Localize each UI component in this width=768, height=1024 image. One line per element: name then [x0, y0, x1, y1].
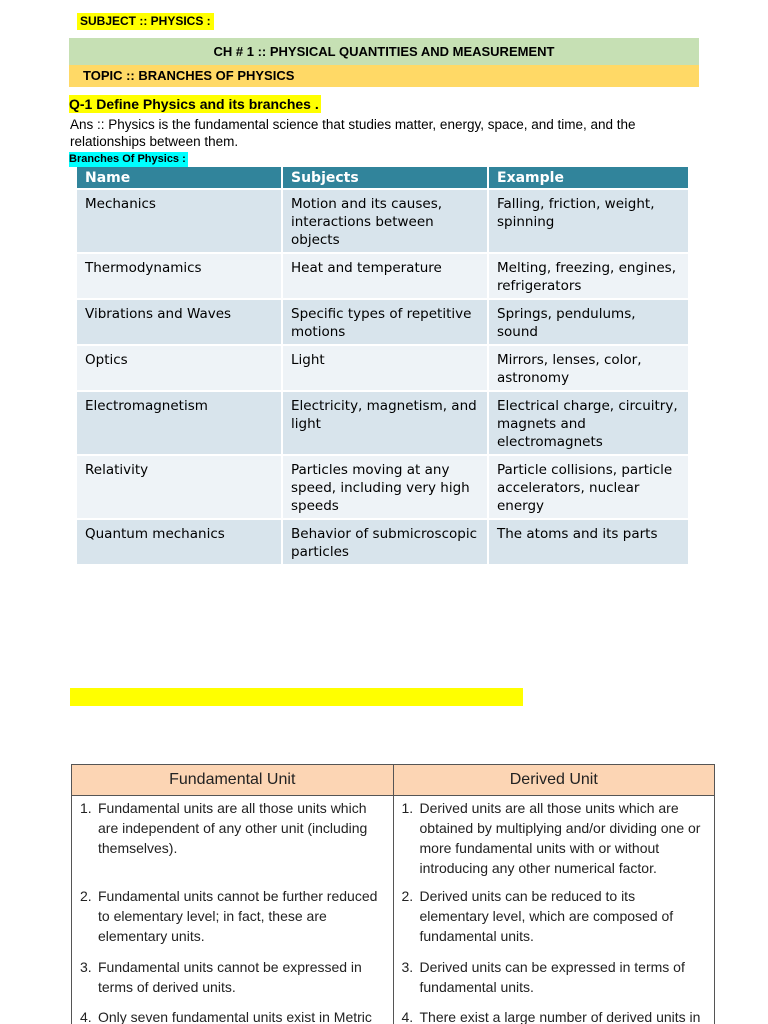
- derived-cell: [393, 1007, 715, 1024]
- table-row: [72, 957, 715, 1007]
- column-header-subjects: Subjects: [282, 167, 488, 189]
- branch-name: Quantum mechanics: [77, 519, 282, 564]
- branch-example: Melting, freezing, engines, refrigerators: [488, 253, 688, 299]
- item-text: Derived units can be expressed in terms of fundamental units.: [419, 958, 685, 995]
- item-number: 2.: [401, 887, 414, 904]
- item-number: 1.: [401, 800, 414, 816]
- item-number: 3.: [80, 958, 92, 975]
- branch-example: Falling, friction, weight, spinning: [488, 189, 688, 253]
- branch-subjects: Particles moving at any speed, including very high speeds: [282, 455, 488, 519]
- table-row: [72, 1007, 715, 1024]
- table-row: [77, 455, 688, 519]
- branch-example: The atoms and its parts: [488, 519, 688, 564]
- item-number: 4.: [80, 1008, 92, 1024]
- item-number: 3.: [401, 958, 414, 975]
- branch-subjects: Light: [282, 345, 488, 391]
- table-row: [72, 796, 715, 886]
- branches-table: [77, 167, 688, 564]
- table-row: [77, 299, 688, 345]
- branch-name: Vibrations and Waves: [77, 299, 282, 345]
- branch-subjects: Motion and its causes, interactions between objects: [282, 189, 488, 253]
- table-row: [77, 391, 688, 455]
- table-row: [77, 189, 688, 253]
- fundamental-cell: [72, 957, 394, 1007]
- topic-title: TOPIC :: BRANCHES OF PHYSICS: [69, 65, 699, 87]
- highlight-strip: [70, 688, 523, 706]
- column-header-name: Name: [77, 167, 282, 189]
- units-header-row: [72, 765, 715, 796]
- item-number: 1.: [80, 800, 92, 816]
- item-text: There exist a large number of derived units in: [419, 1008, 701, 1024]
- item-text: Derived units can be reduced to its elementary level, which are composed of fundamental units.: [419, 887, 674, 944]
- answer-text: Ans :: Physics is the fundamental science that studies matter, energy, space, and time, and the relationships between them.: [70, 117, 636, 149]
- item-text: Only seven fundamental units exist in Metric: [98, 1008, 372, 1024]
- branch-example: Electrical charge, circuitry, magnets and electromagnets: [488, 391, 688, 455]
- derived-cell: [393, 886, 715, 957]
- branch-name: Electromagnetism: [77, 391, 282, 455]
- item-text: Fundamental units cannot be further reduced to elementary level; in fact, these are elementary units.: [98, 887, 378, 944]
- branches-label: Branches Of Physics :: [69, 153, 186, 165]
- chapter-title: CH # 1 :: PHYSICAL QUANTITIES AND MEASUREMENT: [69, 38, 699, 65]
- fundamental-cell: [72, 886, 394, 957]
- item-text: Derived units are all those units which are obtained by multiplying and/or dividing one or more fundamental units with or without introducing any other numerical factor.: [419, 800, 701, 876]
- item-number: 4.: [401, 1008, 414, 1024]
- branch-example: Mirrors, lenses, color, astronomy: [488, 345, 688, 391]
- branch-example: Springs, pendulums, sound: [488, 299, 688, 345]
- subject-label: SUBJECT :: PHYSICS :: [77, 13, 214, 30]
- branch-subjects: Electricity, magnetism, and light: [282, 391, 488, 455]
- item-number: 2.: [80, 887, 92, 904]
- table-row: [77, 345, 688, 391]
- item-text: Fundamental units cannot be expressed in terms of derived units.: [98, 958, 362, 995]
- branch-name: Optics: [77, 345, 282, 391]
- table-row: [72, 886, 715, 957]
- branch-example: Particle collisions, particle accelerators, nuclear energy: [488, 455, 688, 519]
- derived-cell: [393, 957, 715, 1007]
- column-header-fundamental: Fundamental Unit: [72, 765, 394, 796]
- branch-subjects: Heat and temperature: [282, 253, 488, 299]
- branch-name: Thermodynamics: [77, 253, 282, 299]
- units-comparison-table: [71, 764, 715, 1024]
- branch-name: Mechanics: [77, 189, 282, 253]
- branch-name: Relativity: [77, 455, 282, 519]
- table-row: [77, 519, 688, 564]
- table-row: [77, 253, 688, 299]
- derived-cell: [393, 796, 715, 886]
- column-header-example: Example: [488, 167, 688, 189]
- branches-header-row: [77, 167, 688, 189]
- fundamental-cell: [72, 796, 394, 886]
- column-header-derived: Derived Unit: [393, 765, 715, 796]
- branch-subjects: Behavior of submicroscopic particles: [282, 519, 488, 564]
- item-text: Fundamental units are all those units which are independent of any other unit (including themselves).: [98, 800, 368, 856]
- fundamental-cell: [72, 1007, 394, 1024]
- branch-subjects: Specific types of repetitive motions: [282, 299, 488, 345]
- question-title: Q-1 Define Physics and its branches .: [69, 96, 319, 112]
